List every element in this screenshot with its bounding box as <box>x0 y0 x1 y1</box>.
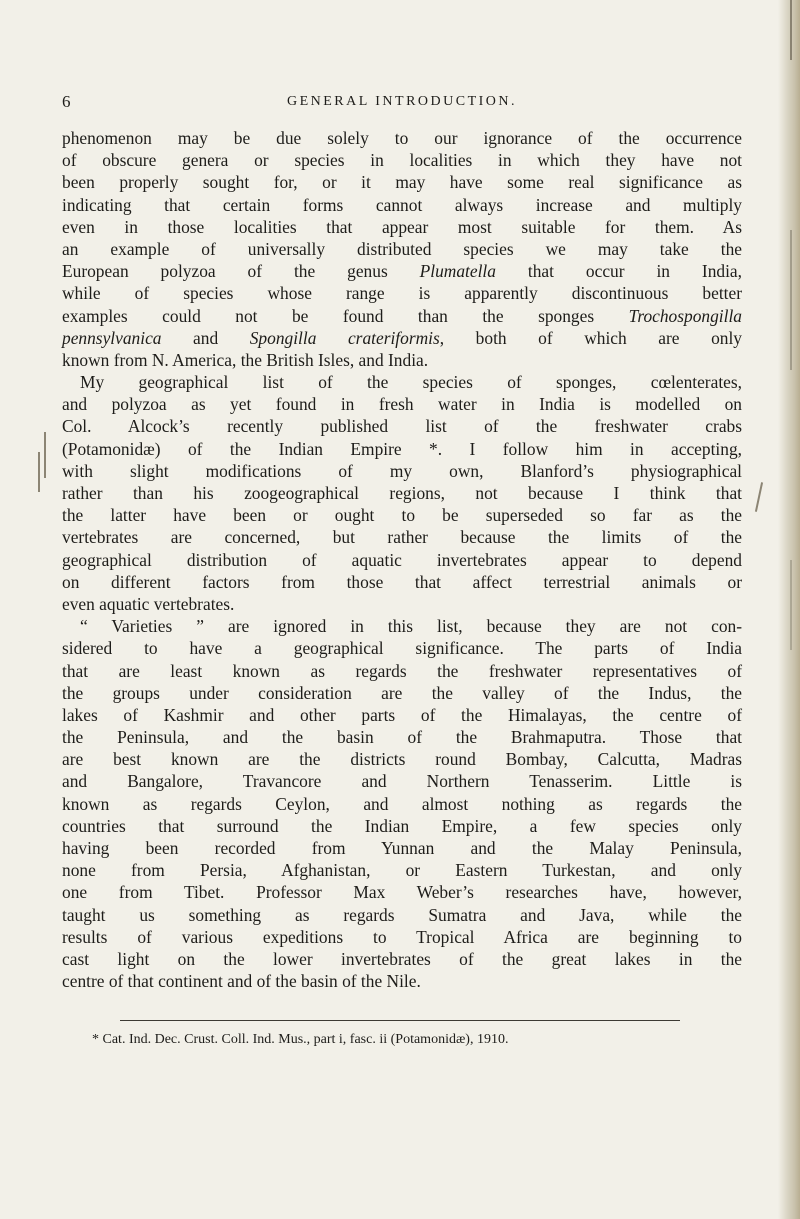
text-line: taught us something as regards Sumatra and Java, while the <box>62 904 742 925</box>
text-line: “ Varieties ” are ignored in this list, because they are not con- <box>80 616 742 637</box>
text-line: are best known are the districts round Bombay, Calcutta, Madras <box>62 749 742 770</box>
page-edge-mark <box>790 0 792 60</box>
text-line: geographical distribution of aquatic invertebrates appear to depend <box>62 549 742 570</box>
text-line: cast light on the lower invertebrates of the great lakes in the <box>62 948 742 969</box>
running-head: GENERAL INTRODUCTION. <box>286 94 518 109</box>
text-line: having been recorded from Yunnan and the Malay Peninsula, <box>62 838 742 858</box>
text-line: even in those localities that appear most suitable for them. As <box>62 216 742 237</box>
text-line: and polyzoa as yet found in fresh water in India is modelled on <box>62 394 742 415</box>
page-edge-shadow <box>778 0 800 1219</box>
text-line: even aquatic vertebrates. <box>62 593 235 614</box>
page-header <box>62 92 742 114</box>
text-line: known from N. America, the British Isles, and India. <box>62 349 429 370</box>
text-line: none from Persia, Afghanistan, or Eastern Turkestan, and only <box>62 860 742 881</box>
text-line: indicating that certain forms cannot always increase and multiply <box>62 194 742 215</box>
text-line: results of various expeditions to Tropical Africa are beginning to <box>62 926 742 947</box>
text-line: an example of universally distributed species we may take the <box>62 238 742 259</box>
text-line: rather than his zoogeographical regions, not because I think that <box>62 483 742 503</box>
text-line: on different factors from those that affect terrestrial animals or <box>62 571 742 592</box>
text-line: lakes of Kashmir and other parts of the Himalayas, the centre of <box>62 704 742 725</box>
text-line: sidered to have a geographical significance. The parts of India <box>62 638 742 659</box>
text-line: Col. Alcock’s recently published list of the freshwater crabs <box>62 416 742 437</box>
text-line: the latter have been or ought to be superseded so far as the <box>62 505 742 526</box>
text-line: one from Tibet. Professor Max Weber’s researches have, however, <box>62 882 742 903</box>
text-line: with slight modifications of my own, Blanford’s physiographical <box>62 460 742 481</box>
page-edge-mark <box>790 230 792 370</box>
text-line: pennsylvanica and Spongilla crateriformis, both of which are only <box>62 327 742 348</box>
text-line: European polyzoa of the genus Plumatella that occur in India, <box>62 261 742 282</box>
text-line: known as regards Ceylon, and almost nothing as regards the <box>62 793 742 814</box>
text-line: and Bangalore, Travancore and Northern Tenasserim. Little is <box>62 771 742 792</box>
text-line: phenomenon may be due solely to our ignorance of the occurrence <box>62 128 742 148</box>
margin-pencil-mark <box>38 452 40 492</box>
text-line: countries that surround the Indian Empire, a few species only <box>62 815 742 836</box>
text-line: of obscure genera or species in localities in which they have not <box>62 150 742 171</box>
text-line: while of species whose range is apparently discontinuous better <box>62 283 742 304</box>
footnote-divider <box>120 1020 680 1021</box>
text-line: been properly sought for, or it may have some real significance as <box>62 172 742 193</box>
footnote: * Cat. Ind. Dec. Crust. Coll. Ind. Mus., part i, fasc. ii (Potamonidæ), 1910. <box>92 1032 509 1047</box>
page-number: 6 <box>62 92 71 111</box>
text-line: that are least known as regards the freshwater representatives of <box>62 660 742 681</box>
text-line: centre of that continent and of the basin of the Nile. <box>62 971 421 992</box>
page-edge-mark <box>790 560 792 650</box>
text-line: the Peninsula, and the basin of the Brahmaputra. Those that <box>62 727 742 748</box>
body-text <box>62 127 742 992</box>
text-line: the groups under consideration are the valley of the Indus, the <box>62 682 742 703</box>
text-line: (Potamonidæ) of the Indian Empire *. I follow him in accepting, <box>62 438 742 459</box>
text-line: examples could not be found than the sponges Trochospongilla <box>62 305 742 326</box>
text-line: My geographical list of the species of sponges, cœlenterates, <box>80 372 742 393</box>
margin-pencil-mark <box>755 482 763 512</box>
text-line: vertebrates are concerned, but rather because the limits of the <box>62 527 742 548</box>
margin-pencil-mark <box>44 432 46 478</box>
